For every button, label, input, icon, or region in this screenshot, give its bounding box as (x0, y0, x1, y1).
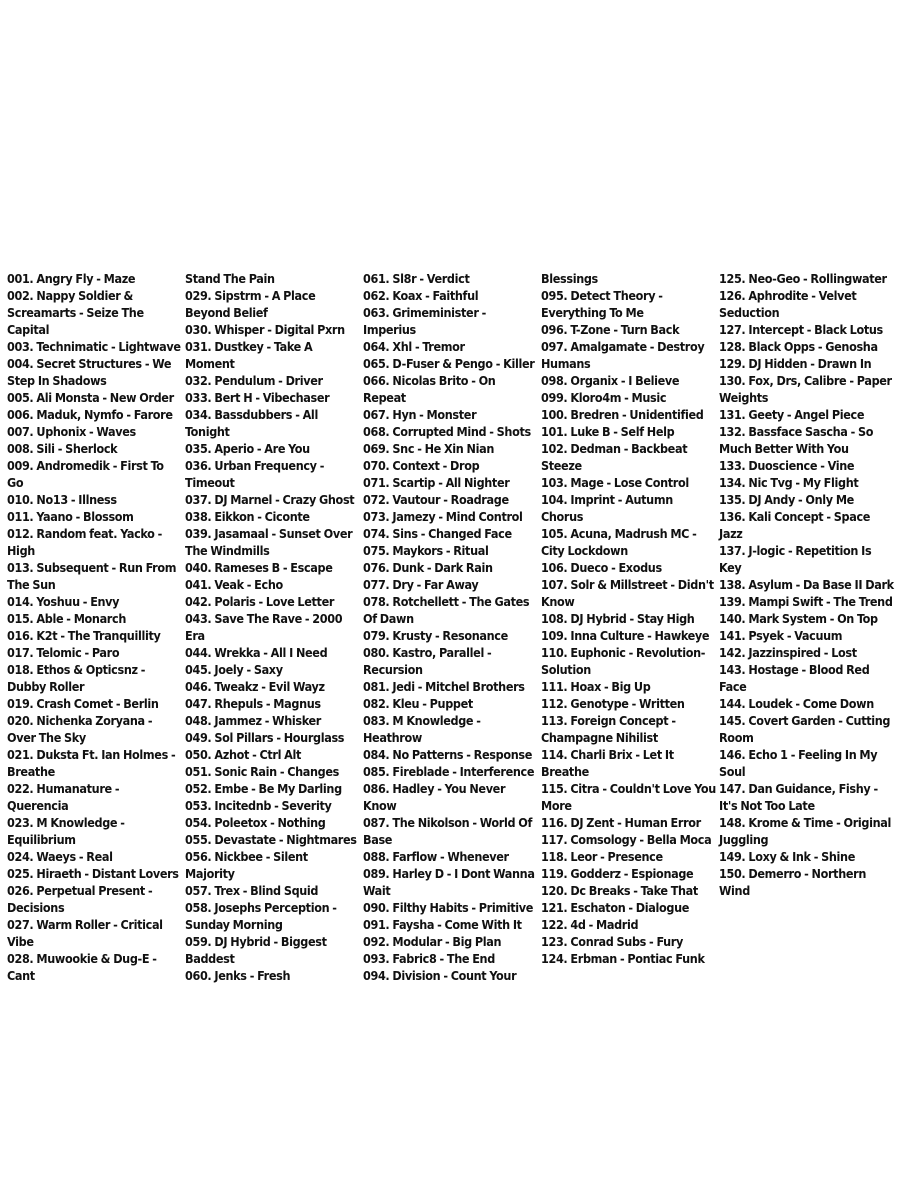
track-entry: 100. Bredren - Unidentified (541, 407, 704, 422)
track-entry: 008. Sili - Sherlock (7, 441, 118, 456)
track-entry: 066. Nicolas Brito - On Repeat (363, 373, 496, 405)
track-entry: 022. Humanature - Querencia (7, 781, 120, 813)
track-entry: 091. Faysha - Come With It (363, 917, 522, 932)
track-entry: 075. Maykors - Ritual (363, 543, 489, 558)
track-entry: 011. Yaano - Blossom (7, 509, 134, 524)
track-entry: 149. Loxy & Ink - Shine (719, 849, 855, 864)
track-entry: Stand The Pain (185, 271, 275, 286)
track-entry: 078. Rotchellett - The Gates Of Dawn (363, 594, 530, 626)
track-entry: 017. Telomic - Paro (7, 645, 120, 660)
track-entry: 145. Covert Garden - Cutting Room (719, 713, 891, 745)
track-entry: 036. Urban Frequency - Timeout (185, 458, 325, 490)
track-entry: 043. Save The Rave - 2000 Era (185, 611, 343, 643)
track-entry: 007. Uphonix - Waves (7, 424, 136, 439)
track-entry: 125. Neo-Geo - Rollingwater (719, 271, 887, 286)
tracklist-column-3 (363, 270, 541, 984)
track-entry: 020. Nichenka Zoryana - Over The Sky (7, 713, 153, 745)
track-entry: 051. Sonic Rain - Changes (185, 764, 340, 779)
track-entry: 129. DJ Hidden - Drawn In (719, 356, 872, 371)
track-entry: 098. Organix - I Believe (541, 373, 680, 388)
track-entry: 053. Incitednb - Severity (185, 798, 332, 813)
track-entry: 127. Intercept - Black Lotus (719, 322, 883, 337)
track-entry: 119. Godderz - Espionage (541, 866, 694, 881)
track-entry: 012. Random feat. Yacko - High (7, 526, 162, 558)
track-entry: 106. Dueco - Exodus (541, 560, 662, 575)
track-entry: 042. Polaris - Love Letter (185, 594, 335, 609)
track-entry: 013. Subsequent - Run From The Sun (7, 560, 177, 592)
track-entry: 095. Detect Theory - Everything To Me (541, 288, 663, 320)
track-entry: 085. Fireblade - Interference (363, 764, 535, 779)
track-entry: 107. Solr & Millstreet - Didn't Know (541, 577, 714, 609)
track-entry: 032. Pendulum - Driver (185, 373, 323, 388)
track-entry: 092. Modular - Big Plan (363, 934, 502, 949)
track-entry: 142. Jazzinspired - Lost (719, 645, 857, 660)
track-entry: 134. Nic Tvg - My Flight (719, 475, 859, 490)
track-entry: 131. Geety - Angel Piece (719, 407, 865, 422)
track-entry: 077. Dry - Far Away (363, 577, 479, 592)
track-entry: 033. Bert H - Vibechaser (185, 390, 330, 405)
track-entry: 102. Dedman - Backbeat Steeze (541, 441, 688, 473)
track-entry: 070. Context - Drop (363, 458, 480, 473)
track-entry: 090. Filthy Habits - Primitive (363, 900, 534, 915)
track-entry: 109. Inna Culture - Hawkeye (541, 628, 710, 643)
track-entry: 108. DJ Hybrid - Stay High (541, 611, 695, 626)
track-entry: 140. Mark System - On Top (719, 611, 878, 626)
tracklist (7, 270, 897, 984)
track-entry: 083. M Knowledge - Heathrow (363, 713, 481, 745)
track-entry: 034. Bassdubbers - All Tonight (185, 407, 318, 439)
track-entry: 071. Scartip - All Nighter (363, 475, 510, 490)
track-entry: 137. J-logic - Repetition Is Key (719, 543, 872, 575)
track-entry: 121. Eschaton - Dialogue (541, 900, 690, 915)
track-entry: 047. Rhepuls - Magnus (185, 696, 321, 711)
track-entry: 023. M Knowledge - Equilibrium (7, 815, 125, 847)
track-entry: 027. Warm Roller - Critical Vibe (7, 917, 163, 949)
track-entry: 081. Jedi - Mitchel Brothers (363, 679, 525, 694)
track-entry: 031. Dustkey - Take A Moment (185, 339, 313, 371)
track-entry: 061. Sl8r - Verdict (363, 271, 470, 286)
tracklist-column-4 (541, 270, 719, 967)
track-entry: 010. No13 - Illness (7, 492, 117, 507)
track-entry: 118. Leor - Presence (541, 849, 663, 864)
track-entry: 065. D-Fuser & Pengo - Killer (363, 356, 535, 371)
track-entry: 133. Duoscience - Vine (719, 458, 855, 473)
track-entry: 116. DJ Zent - Human Error (541, 815, 701, 830)
track-entry: 039. Jasamaal - Sunset Over The Windmills (185, 526, 353, 558)
track-entry: 015. Able - Monarch (7, 611, 126, 626)
track-entry: 073. Jamezy - Mind Control (363, 509, 523, 524)
track-entry: 128. Black Opps - Genosha (719, 339, 878, 354)
track-entry: 096. T-Zone - Turn Back (541, 322, 680, 337)
track-entry: 093. Fabric8 - The End (363, 951, 495, 966)
track-entry: 094. Division - Count Your (363, 968, 517, 983)
track-entry: 029. Sipstrm - A Place Beyond Belief (185, 288, 316, 320)
track-entry: 021. Duksta Ft. Ian Holmes - Breathe (7, 747, 176, 779)
track-entry: 048. Jammez - Whisker (185, 713, 321, 728)
tracklist-column-5 (719, 270, 897, 899)
track-entry: 132. Bassface Sascha - So Much Better With You (719, 424, 874, 456)
track-entry: 046. Tweakz - Evil Wayz (185, 679, 325, 694)
track-entry: 135. DJ Andy - Only Me (719, 492, 854, 507)
track-entry: 146. Echo 1 - Feeling In My Soul (719, 747, 878, 779)
track-entry: 086. Hadley - You Never Know (363, 781, 506, 813)
track-entry: 063. Grimeminister - Imperius (363, 305, 486, 337)
track-entry: 079. Krusty - Resonance (363, 628, 508, 643)
track-entry: 044. Wrekka - All I Need (185, 645, 328, 660)
track-entry: 101. Luke B - Self Help (541, 424, 675, 439)
track-entry: 072. Vautour - Roadrage (363, 492, 509, 507)
track-entry: 112. Genotype - Written (541, 696, 685, 711)
track-entry: 088. Farflow - Whenever (363, 849, 509, 864)
track-entry: 003. Technimatic - Lightwave (7, 339, 181, 354)
track-entry: 139. Mampi Swift - The Trend (719, 594, 893, 609)
track-entry: 062. Koax - Faithful (363, 288, 479, 303)
track-entry: 045. Joely - Saxy (185, 662, 283, 677)
track-entry: 001. Angry Fly - Maze (7, 271, 136, 286)
track-entry: 059. DJ Hybrid - Biggest Baddest (185, 934, 327, 966)
track-entry: 074. Sins - Changed Face (363, 526, 512, 541)
track-entry: 130. Fox, Drs, Calibre - Paper Weights (719, 373, 892, 405)
track-entry: 103. Mage - Lose Control (541, 475, 689, 490)
track-entry: 126. Aphrodite - Velvet Seduction (719, 288, 857, 320)
track-entry: 016. K2t - The Tranquillity (7, 628, 161, 643)
track-entry: 120. Dc Breaks - Take That (541, 883, 698, 898)
track-entry: 143. Hostage - Blood Red Face (719, 662, 870, 694)
track-entry: 105. Acuna, Madrush MC - City Lockdown (541, 526, 697, 558)
track-entry: 113. Foreign Concept - Champagne Nihilist (541, 713, 676, 745)
track-entry: 030. Whisper - Digital Pxrn (185, 322, 345, 337)
track-entry: 014. Yoshuu - Envy (7, 594, 120, 609)
track-entry: 006. Maduk, Nymfo - Farore (7, 407, 173, 422)
track-entry: 018. Ethos & Opticsnz - Dubby Roller (7, 662, 146, 694)
tracklist-column-1 (7, 270, 185, 984)
track-entry: 104. Imprint - Autumn Chorus (541, 492, 673, 524)
track-entry: 099. Kloro4m - Music (541, 390, 667, 405)
track-entry: 136. Kali Concept - Space Jazz (719, 509, 871, 541)
track-entry: 076. Dunk - Dark Rain (363, 560, 493, 575)
track-entry: 058. Josephs Perception - Sunday Morning (185, 900, 337, 932)
track-entry: 041. Veak - Echo (185, 577, 283, 592)
track-entry: 069. Snc - He Xin Nian (363, 441, 494, 456)
track-entry: 040. Rameses B - Escape (185, 560, 333, 575)
track-entry: 122. 4d - Madrid (541, 917, 639, 932)
track-entry: 111. Hoax - Big Up (541, 679, 651, 694)
track-entry: 144. Loudek - Come Down (719, 696, 874, 711)
track-entry: 124. Erbman - Pontiac Funk (541, 951, 705, 966)
track-entry: 068. Corrupted Mind - Shots (363, 424, 531, 439)
track-entry: Blessings (541, 271, 598, 286)
track-entry: 148. Krome & Time - Original Juggling (719, 815, 892, 847)
track-entry: 150. Demerro - Northern Wind (719, 866, 866, 898)
track-entry: 115. Citra - Couldn't Love You More (541, 781, 716, 813)
track-entry: 141. Psyek - Vacuum (719, 628, 843, 643)
track-entry: 117. Comsology - Bella Moca (541, 832, 712, 847)
track-entry: 024. Waeys - Real (7, 849, 113, 864)
track-entry: 057. Trex - Blind Squid (185, 883, 319, 898)
track-entry: 087. The Nikolson - World Of Base (363, 815, 532, 847)
track-entry: 037. DJ Marnel - Crazy Ghost (185, 492, 355, 507)
track-entry: 004. Secret Structures - We Step In Shadows (7, 356, 172, 388)
track-entry: 026. Perpetual Present - Decisions (7, 883, 153, 915)
track-entry: 054. Poleetox - Nothing (185, 815, 326, 830)
track-entry: 138. Asylum - Da Base II Dark (719, 577, 894, 592)
track-entry: 049. Sol Pillars - Hourglass (185, 730, 345, 745)
track-entry: 089. Harley D - I Dont Wanna Wait (363, 866, 535, 898)
track-entry: 114. Charli Brix - Let It Breathe (541, 747, 674, 779)
track-entry: 052. Embe - Be My Darling (185, 781, 342, 796)
tracklist-column-2 (185, 270, 363, 984)
track-entry: 080. Kastro, Parallel - Recursion (363, 645, 492, 677)
track-entry: 110. Euphonic - Revolution-Solution (541, 645, 706, 677)
track-entry: 055. Devastate - Nightmares (185, 832, 357, 847)
track-entry: 147. Dan Guidance, Fishy - It's Not Too Late (719, 781, 878, 813)
track-entry: 060. Jenks - Fresh (185, 968, 291, 983)
track-entry: 056. Nickbee - Silent Majority (185, 849, 308, 881)
track-entry: 067. Hyn - Monster (363, 407, 477, 422)
track-entry: 005. Ali Monsta - New Order (7, 390, 174, 405)
track-entry: 019. Crash Comet - Berlin (7, 696, 159, 711)
track-entry: 035. Aperio - Are You (185, 441, 310, 456)
track-entry: 038. Eikkon - Ciconte (185, 509, 310, 524)
track-entry: 097. Amalgamate - Destroy Humans (541, 339, 705, 371)
track-entry: 064. Xhl - Tremor (363, 339, 465, 354)
track-entry: 082. Kleu - Puppet (363, 696, 473, 711)
track-entry: 002. Nappy Soldier & Screamarts - Seize The Capital (7, 288, 144, 337)
track-entry: 050. Azhot - Ctrl Alt (185, 747, 302, 762)
track-entry: 009. Andromedik - First To Go (7, 458, 164, 490)
track-entry: 123. Conrad Subs - Fury (541, 934, 683, 949)
track-entry: 028. Muwookie & Dug-E - Cant (7, 951, 157, 983)
track-entry: 025. Hiraeth - Distant Lovers (7, 866, 179, 881)
track-entry: 084. No Patterns - Response (363, 747, 532, 762)
